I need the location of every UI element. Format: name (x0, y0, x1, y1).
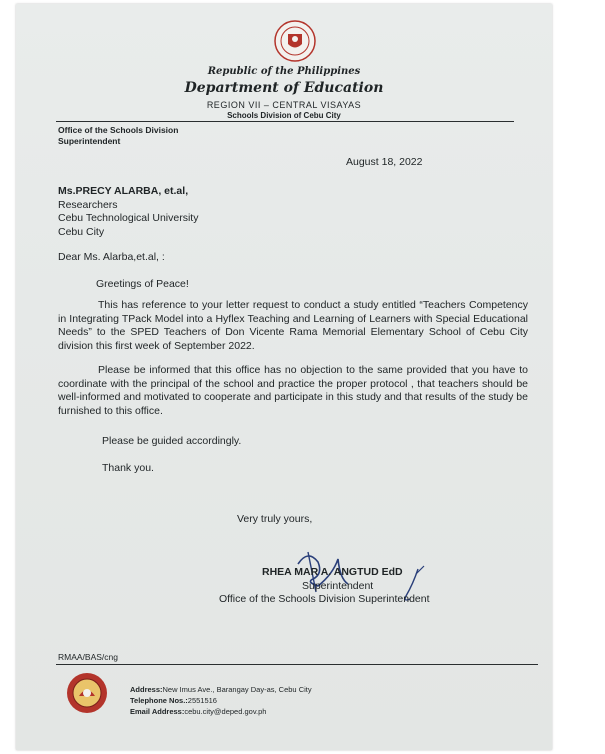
footer-email (130, 706, 312, 717)
signatory-name: RHEA MAR A. ANGTUD EdD (262, 566, 403, 578)
address-label: Address: (130, 685, 163, 694)
greeting: Greetings of Peace! (96, 278, 189, 290)
reference-code: RMAA/BAS/cng (58, 652, 118, 662)
footer-address (130, 684, 312, 695)
recipient-role: Researchers (58, 198, 118, 211)
closing-line: Very truly yours, (237, 513, 313, 525)
division-seal-icon (66, 672, 108, 714)
signatory-office: Office of the Schools Division Superintendent (219, 593, 430, 605)
recipient-block (58, 185, 198, 239)
guidance-line: Please be guided accordingly. (102, 435, 242, 447)
footer-divider (56, 664, 538, 665)
letter-paper (16, 4, 552, 750)
body-paragraph-1: This has reference to your letter request to conduct a study entitled “Teachers Competency in Integrating TPack Model into a Hyflex Teaching and Learning of Learners with Special Educational Needs” to the SPED Teachers of Don Vicente Rama Memorial Elementary School of Cebu City division this first week of September 2022. (58, 299, 528, 352)
body-paragraph-2: Please be informed that this office has no objection to the same provided that you have to coordinate with the principal of the school and practice the proper protocol , that teachers should be well-informed and motivated to cooperate and participate in this study and that results of the study be furnished to this office. (58, 364, 528, 417)
footer-telephone (130, 695, 312, 706)
signatory-title: Superintendent (302, 580, 374, 592)
letter-date: August 18, 2022 (346, 156, 423, 168)
department-title: Department of Education (184, 80, 384, 96)
office-label (58, 125, 208, 147)
address-value: New Imus Ave., Barangay Day-as, Cebu City (162, 685, 312, 694)
office-label-line2: Superintendent (58, 136, 121, 146)
salutation: Dear Ms. Alarba,et.al, : (58, 251, 165, 263)
recipient-name: Ms.PRECY ALARBA, et.al, (58, 185, 189, 197)
deped-seal-icon (274, 20, 316, 62)
region-label: REGION VII – CENTRAL VISAYAS (206, 100, 362, 110)
recipient-city: Cebu City (58, 225, 105, 238)
footer-contact (130, 684, 312, 717)
division-label: Schools Division of Cebu City (227, 111, 341, 120)
header-divider (56, 121, 514, 122)
telephone-label: Telephone Nos.: (130, 696, 188, 705)
republic-label: Republic of the Philippines (207, 66, 361, 77)
office-label-line1: Office of the Schools Division (58, 125, 179, 135)
recipient-institution: Cebu Technological University (58, 212, 199, 224)
telephone-value: 2551516 (187, 696, 217, 705)
email-value: cebu.city@deped.gov.ph (184, 707, 267, 716)
thanks-line: Thank you. (102, 462, 154, 474)
email-label: Email Address: (130, 707, 185, 716)
